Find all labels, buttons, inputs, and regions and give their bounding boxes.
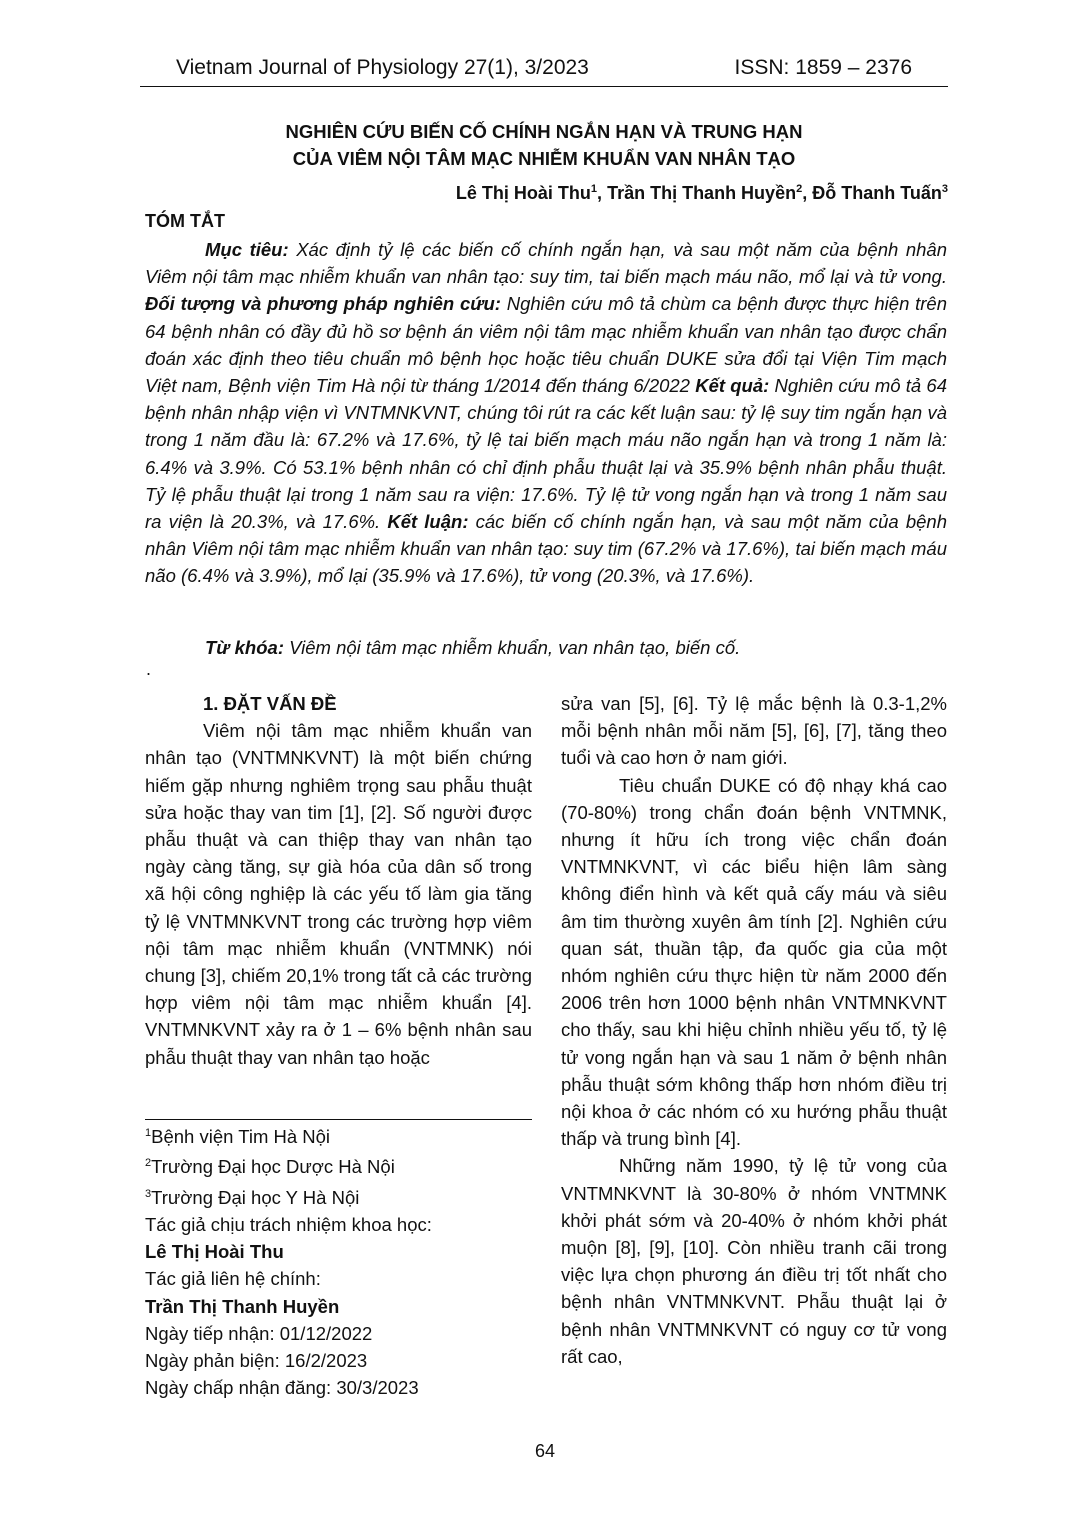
objective-label: Mục tiêu:	[205, 239, 289, 260]
author-1: Lê Thị Hoài Thu	[455, 183, 591, 203]
keywords	[145, 637, 947, 659]
review-date: Ngày phản biện: 16/2/2023	[145, 1350, 368, 1372]
responsible-author-label: Tác giả chịu trách nhiệm khoa học:	[145, 1214, 432, 1236]
left-column	[145, 690, 532, 1071]
abstract-heading: TÓM TẮT	[145, 211, 225, 231]
title-line-1: NGHIÊN CỨU BIẾN CỐ CHÍNH NGẮN HẠN VÀ TRUNG HẠN	[285, 121, 803, 142]
affiliation-marker: 1	[145, 1127, 152, 1139]
results-text: Nghiên cứu mô tả 64 bệnh nhân nhập viện vì VNTMNKVNT, chúng tôi rút ra các kết luận sau: tỷ lệ suy tim ngắn hạn và trong 1 năm đầu là: 67.2% và 17.6%, tỷ lệ tai biến mạch máu não ngắn hạn và trong 1 năm là: 6.4% và 3.9%. Có 53.1% bệnh nhân có chỉ định phẫu thuật lại và 35.9% bệnh nhân phẫu thuật. Tỷ lệ phẫu thuật lại trong 1 năm sau ra viện: 17.6%. Tỷ lệ tử vong ngắn hạn và trong 1 năm sau ra viện là 20.3%, và 17.6%.	[145, 375, 948, 533]
issn: ISSN: 1859 – 2376	[734, 56, 912, 79]
abstract	[145, 236, 947, 590]
body-paragraph: Tiêu chuẩn DUKE có độ nhạy khá cao (70-80%) trong chẩn đoán bệnh VNTMNK, nhưng ít hữu ích trong việc chẩn đoán VNTMNKVNT, vì các biểu hiện lâm sàng không điển hình và kết quả cấy máu và siêu âm tim thường xuyên âm tính [2]. Nghiên cứu quan sát, thuần tập, đa quốc gia của một nhóm nghiên cứu thực hiện từ năm 2000 đến 2006 trên hơn 1000 bệnh nhân VNTMNKVNT cho thấy, sau khi hiệu chỉnh nhiều yếu tố, tỷ lệ tử vong ngắn hạn và sau 1 năm ở bệnh nhân phẫu thuật sớm không thấp hơn nhóm điều trị nội khoa ở các nhóm có xu hướng phẫu thuật thấp và trung bình [4].	[561, 774, 947, 1150]
footnotes	[145, 1120, 535, 1402]
section-1-heading: 1. ĐẶT VẤN ĐỀ	[203, 693, 337, 714]
keywords-label: Từ khóa:	[205, 637, 284, 658]
author-2: Trần Thị Thanh Huyền	[607, 183, 797, 203]
body-paragraph-continued: sửa van [5], [6]. Tỷ lệ mắc bệnh là 0.3-1,2% mỗi bệnh nhân mỗi năm [5], [6], [7], tăng theo tuổi và cao hơn ở nam giới.	[561, 693, 947, 769]
keywords-text: Viêm nội tâm mạc nhiễm khuẩn, van nhân tạo, biến cố.	[284, 637, 741, 658]
page-number: 64	[534, 1441, 556, 1461]
author-separator: ,	[802, 183, 813, 203]
journal-name: Vietnam Journal of Physiology 27(1), 3/2023	[176, 56, 589, 79]
affiliation-name: Bệnh viện Tim Hà Nội	[151, 1126, 331, 1148]
affiliation-1	[145, 1120, 535, 1150]
affiliation-marker: 3	[145, 1187, 152, 1200]
results-label: Kết quả:	[695, 375, 770, 397]
affiliation-name: Trường Đại học Y Hà Nội	[151, 1186, 360, 1208]
author-1-affiliation: 1	[590, 183, 598, 195]
methods-label: Đối tượng và phương pháp nghiên cứu:	[145, 293, 501, 315]
affiliation-3	[145, 1181, 535, 1211]
accepted-date: Ngày chấp nhận đăng: 30/3/2023	[145, 1377, 419, 1399]
contact-author-name: Trần Thị Thanh Huyền	[145, 1295, 340, 1317]
affiliation-marker: 2	[145, 1157, 152, 1170]
abstract-paragraph	[145, 236, 947, 590]
author-3-affiliation: 3	[941, 183, 948, 195]
methods-text: Nghiên cứu mô tả chùm ca bệnh được thực hiện trên 64 bệnh nhân có đầy đủ hồ sơ bệnh án viêm nội tâm mạc nhiễm khuẩn van nhân tạo được chẩn đoán xác định theo tiêu chuẩn mô bệnh học hoặc tiêu chuẩn DUKE sửa đổi tại Viện Tim mạch Việt nam, Bệnh viện Tim Hà nội từ tháng 1/2014 đến tháng 6/2022	[145, 293, 947, 397]
header-rule	[140, 86, 948, 87]
affiliation-2	[145, 1150, 535, 1180]
body-paragraph: Những năm 1990, tỷ lệ tử vong của VNTMNKVNT là 30-80% ở nhóm VNTMNK khởi phát sớm và 20-40% ở nhóm khởi phát muộn [8], [9], [10]. Còn nhiều tranh cãi trong việc lựa chọn phương án điều trị tốt nhất cho bệnh nhân VNTMNKVNT. Phẫu thuật lại ở bệnh nhân VNTMNKVNT có nguy cơ tử vong rất cao,	[561, 1155, 947, 1367]
right-column	[561, 690, 947, 1370]
title-line-2: CỦA VIÊM NỘI TÂM MẠC NHIỄM KHUẨN VAN NHÂN TẠO	[292, 148, 796, 169]
conclusion-text: các biến cố chính ngắn hạn, và sau một năm của bệnh nhân Viêm nội tâm mạc nhiễm khuẩn van nhân tạo: suy tim (67.2% và 17.6%), tai biến mạch máu não (6.4% và 3.9%), mổ lại (35.9% và 17.6%), tử vong (20.3%, và 17.6%).	[145, 511, 948, 587]
article-title	[140, 118, 948, 172]
responsible-author-name: Lê Thị Hoài Thu	[145, 1241, 284, 1263]
author-list	[456, 183, 948, 204]
body-paragraph: Viêm nội tâm mạc nhiễm khuẩn van nhân tạo (VNTMNKVNT) là một biến chứng hiếm gặp nhưng nghiêm trọng sau phẫu thuật sửa hoặc thay van tim [1], [2]. Số người được phẫu thuật và can thiệp thay van nhân tạo ngày càng tăng, sự già hóa của dân số trong xã hội công nghiệp là các yếu tố làm gia tăng tỷ lệ VNTMNKVNT trong các trường hợp viêm nội tâm mạc nhiễm khuẩn (VNTMNK) nói chung [3], chiếm 20,1% trong tất cả các trường hợp viêm nội tâm mạc nhiễm khuẩn [4]. VNTMNKVNT xảy ra ở 1 – 6% bệnh nhân sau phẫu thuật thay van nhân tạo hoặc	[145, 720, 532, 1068]
stray-period: .	[146, 659, 152, 679]
objective-text: Xác định tỷ lệ các biến cố chính ngắn hạn, và sau một năm của bệnh nhân Viêm nội tâm mạc nhiễm khuẩn van nhân tạo: suy tim, tai biến mạch máu não, mổ lại và tử vong.	[145, 239, 947, 288]
author-2-affiliation: 2	[796, 183, 803, 195]
author-separator: ,	[597, 183, 608, 203]
author-3: Đỗ Thanh Tuấn	[812, 183, 942, 203]
affiliation-name: Trường Đại học Dược Hà Nội	[151, 1156, 395, 1178]
contact-author-label: Tác giả liên hệ chính:	[145, 1268, 321, 1290]
received-date: Ngày tiếp nhận: 01/12/2022	[145, 1322, 373, 1344]
conclusion-label: Kết luận:	[387, 511, 469, 533]
running-header	[140, 56, 948, 80]
